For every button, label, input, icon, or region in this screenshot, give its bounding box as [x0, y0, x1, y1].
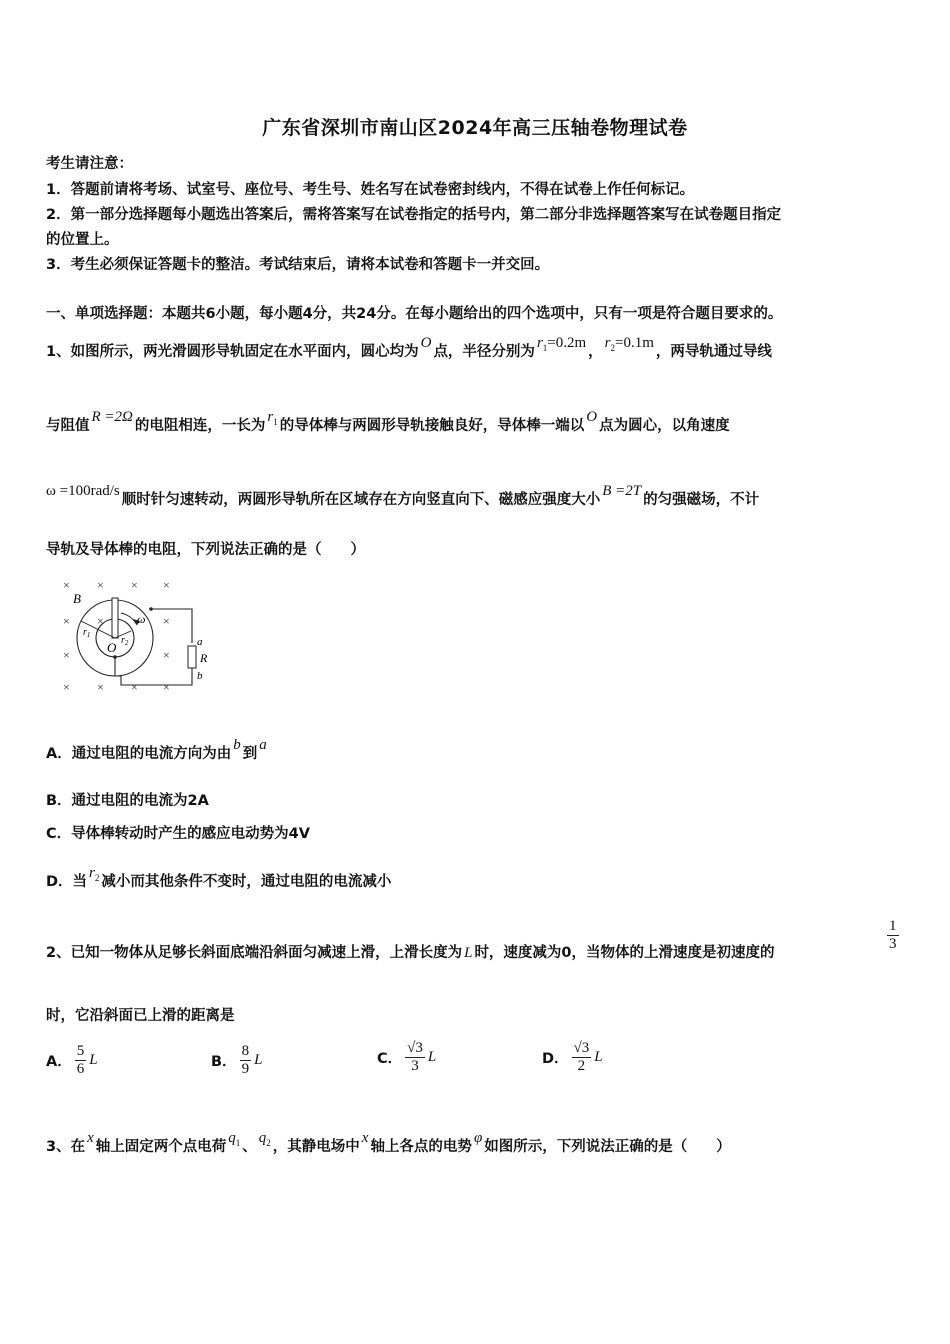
cross-mark: ×: [163, 614, 170, 628]
q2-line-2: 时，它沿斜面已上滑的距离是: [46, 1008, 235, 1024]
cross-mark: ×: [63, 648, 70, 662]
cross-mark: ×: [163, 648, 170, 662]
notice-item-2-cont: 的位置上。: [46, 232, 119, 248]
q1-text: 顺时针匀速转动，两圆形导轨所在区域存在方向竖直向下、磁感应强度大小: [121, 492, 601, 508]
label-r1: $r_1$: [83, 627, 91, 639]
q1-option-b: B．通过电阻的电流为2A: [46, 793, 209, 809]
cross-mark: ×: [131, 578, 138, 592]
cross-mark: ×: [97, 578, 104, 592]
q2-option-b: B． $\frac{8}{9}$ L: [211, 1043, 263, 1077]
cross-mark: ×: [63, 578, 70, 592]
resistor: [188, 646, 196, 668]
q1-line-2: [46, 409, 730, 435]
math-b: B =2T: [602, 483, 642, 499]
comma: ，: [588, 344, 603, 360]
notice-item-3: 3．考生必须保证答题卡的整洁。考试结束后，请将本试卷和答题卡一并交回。: [46, 257, 550, 273]
wire-top: [151, 609, 192, 643]
math-r2-option: $r_2$: [89, 865, 100, 883]
math-q1: $q_1$: [228, 1130, 241, 1148]
q1-line-1: [46, 335, 772, 361]
notice-item-1: 1．答题前请将考场、试室号、座位号、考生号、姓名写在试卷密封线内，不得在试卷上作任何标记。: [46, 182, 695, 198]
rotation-arrow: [121, 613, 137, 625]
wire-bottom: [115, 657, 192, 685]
q1-option-d: D．当$r_2$ 减小而其他条件不变时，通过电阻的电流减小: [46, 865, 392, 890]
conductor-rod: [112, 598, 118, 638]
q1-text: 的匀强磁场，不计: [643, 492, 760, 508]
q1-text: 的电阻相连，一长为: [134, 418, 266, 434]
exam-title: 广东省深圳市南山区2024年高三压轴卷物理试卷: [262, 117, 688, 139]
q2-option-c: C． $\frac{√3}{3}$ L: [377, 1040, 437, 1074]
label-omega: ω: [137, 612, 146, 626]
math-l: L: [464, 945, 473, 961]
q1-figure: [55, 573, 225, 703]
cross-mark: ×: [63, 614, 70, 628]
label-o: O: [107, 640, 117, 655]
math-r2: $r_2=0.1m$: [604, 335, 654, 353]
math-b-point: b: [233, 737, 241, 753]
label-b-field: B: [73, 591, 81, 606]
q1-text: 点，半径分别为: [433, 344, 535, 360]
q3-line-1: 3、在x轴上固定两个点电荷$q_1$ 、$q_2$ ，其静电场中x轴上各点的电势φ如图所示，下列说法正确的是（ ）: [46, 1130, 731, 1155]
label-r-resistor: R: [200, 651, 208, 665]
q2-option-d: D． $\frac{√3}{2}$ L: [542, 1040, 603, 1074]
cross-mark: ×: [163, 578, 170, 592]
label-r2: $r_2$: [121, 635, 129, 647]
math-x: x: [87, 1130, 94, 1146]
math-r1-len: $r_1$: [267, 409, 278, 427]
q1-text: 1、如图所示，两光滑圆形导轨固定在水平面内，圆心均为: [46, 344, 419, 360]
math-omega: ω =100rad/s: [46, 483, 120, 499]
q1-text: 的导体棒与两圆形导轨接触良好，导体棒一端以: [279, 418, 585, 434]
math-r1: $r_1=0.2m$: [536, 335, 587, 353]
math-q2: $q_2$: [258, 1130, 271, 1148]
notice-heading: 考生请注意：: [46, 156, 133, 172]
math-o-center: O: [586, 409, 598, 425]
math-r: R =2Ω: [91, 409, 133, 425]
q1-line-4: 导轨及导体棒的电阻，下列说法正确的是（ ）: [46, 542, 365, 558]
q1-text: ，两导轨通过导线: [655, 344, 772, 360]
label-a: a: [197, 636, 203, 648]
cross-mark: ×: [97, 680, 104, 694]
q1-option-a: A．通过电阻的电流方向为由b到a: [46, 737, 267, 762]
q1-text: 与阻值: [46, 418, 90, 434]
math-o: O: [420, 335, 432, 351]
q2-option-a: A． $\frac{5}{6}$ L: [46, 1043, 98, 1077]
cross-mark: ×: [63, 680, 70, 694]
q2-line-1: 2、已知一物体从足够长斜面底端沿斜面匀减速上滑，上滑长度为 L 时，速度减为0，当物体的上滑速度是初速度的: [46, 945, 775, 961]
math-phi: φ: [473, 1130, 483, 1146]
cross-mark: ×: [97, 614, 104, 628]
q1-text: 点为圆心，以角速度: [599, 418, 730, 434]
section-heading: 一、单项选择题：本题共6小题，每小题4分，共24分。在每小题给出的四个选项中，只有一项是符合题目要求的。: [46, 306, 783, 322]
q1-option-c: C．导体棒转动时产生的感应电动势为4V: [46, 826, 310, 842]
math-x-axis: x: [361, 1130, 369, 1146]
cross-mark: ×: [131, 680, 138, 694]
fraction-one-third: $\frac{1}{3}$: [889, 918, 897, 952]
cross-mark: ×: [163, 680, 170, 694]
q1-line-3: [46, 483, 760, 509]
notice-item-2: 2．第一部分选择题每小题选出答案后，需将答案写在试卷指定的括号内，第二部分非选择题答案写在试卷题目指定: [46, 207, 782, 223]
math-a-point: a: [259, 737, 267, 753]
label-b: b: [197, 670, 203, 682]
